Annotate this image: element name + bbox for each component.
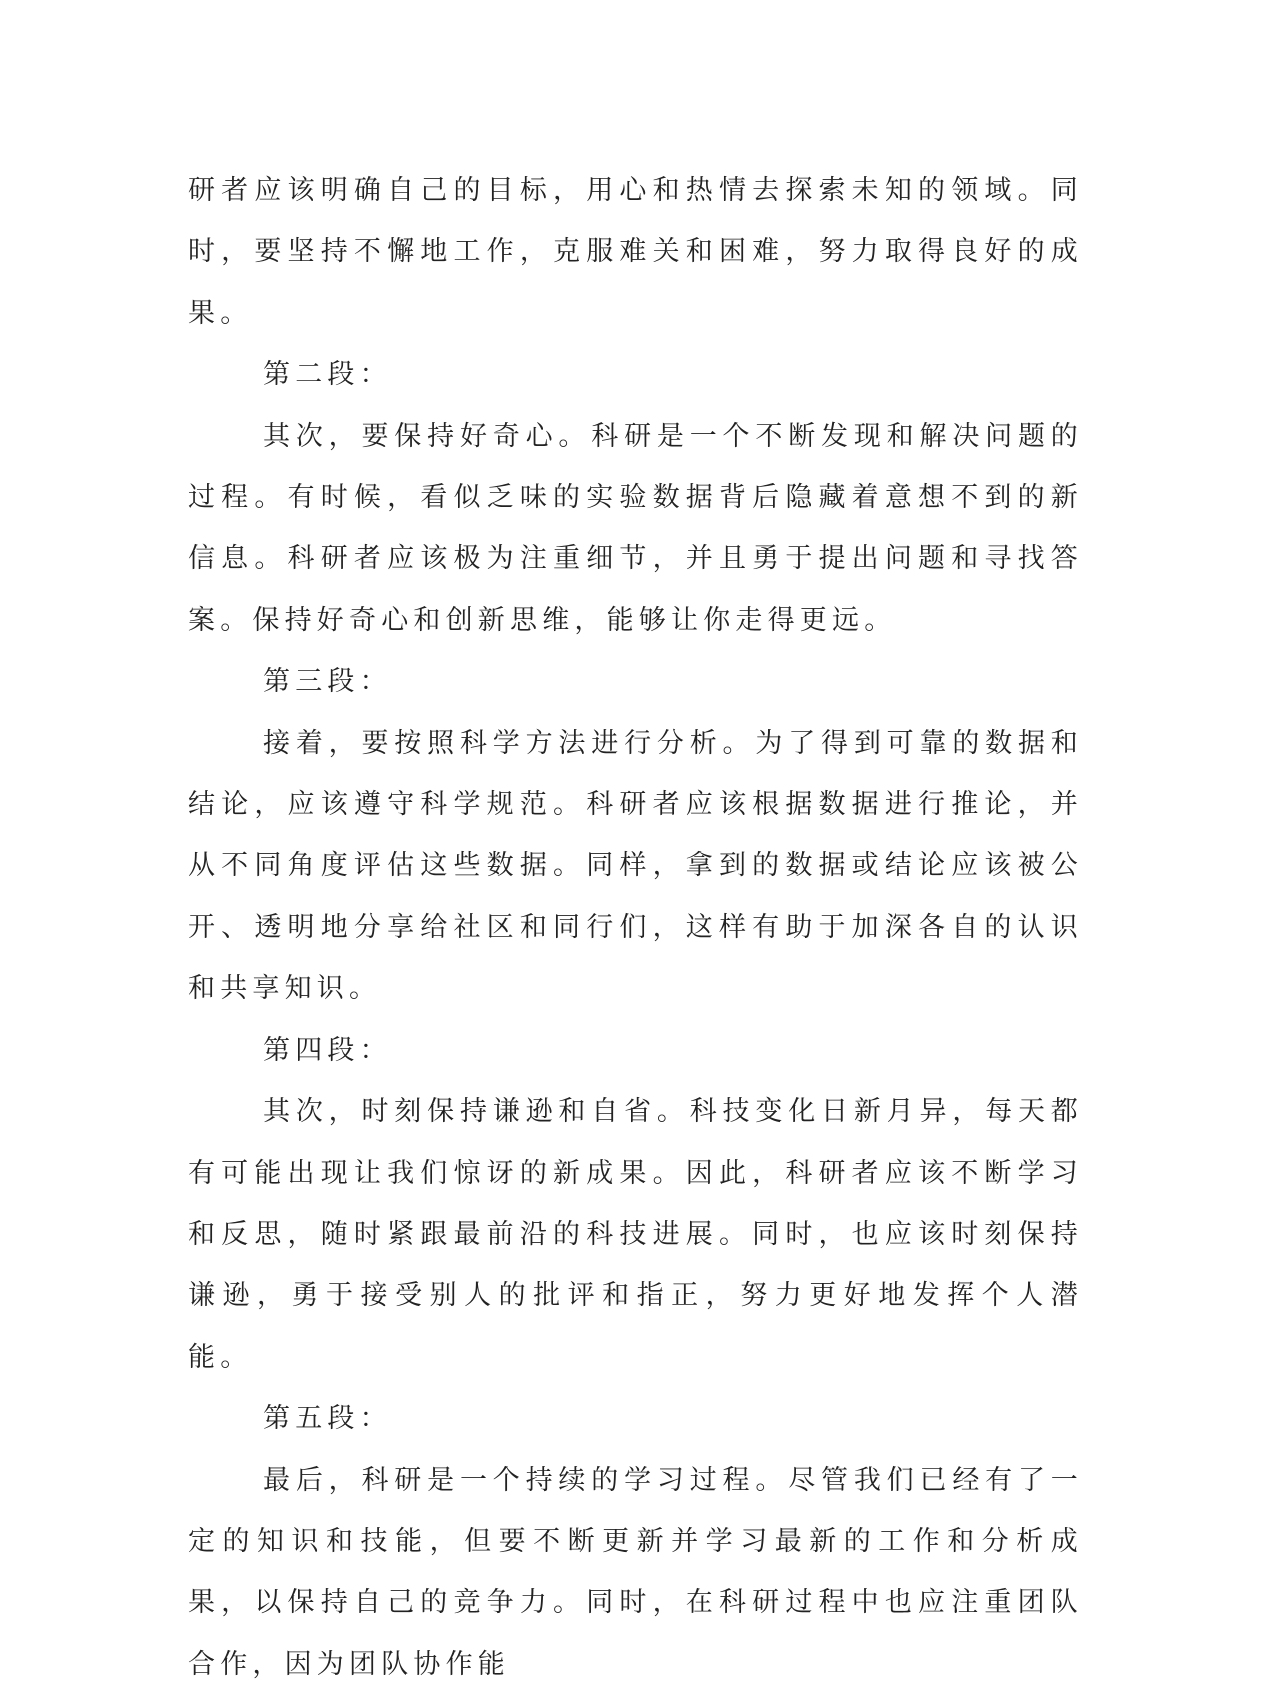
paragraph-continuation: 研者应该明确自己的目标，用心和热情去探索未知的领域。同时，要坚持不懈地工作，克服难关和困难，努力取得良好的成果。 [188, 175, 1083, 329]
paragraph-scientific-method: 接着，要按照科学方法进行分析。为了得到可靠的数据和结论，应该遵守科学规范。科研者应该根据数据进行推论，并从不同角度评估这些数据。同样，拿到的数据或结论应该被公开、透明地分享给社区和同行们，这样有助于加深各自的认识和共享知识。 [188, 727, 1083, 1005]
section-heading-3: 第三段： [263, 666, 392, 698]
paragraph-continuous-learning: 最后，科研是一个持续的学习过程。尽管我们已经有了一定的知识和技能，但要不断更新并学习最新的工作和分析成果，以保持自己的竞争力。同时，在科研过程中也应注重团队合作，因为团队协作能 [188, 1464, 1083, 1680]
paragraph-curiosity: 其次，要保持好奇心。科研是一个不断发现和解决问题的过程。有时候，看似乏味的实验数据背后隐藏着意想不到的新信息。科研者应该极为注重细节，并且勇于提出问题和寻找答案。保持好奇心和创新思维，能够让你走得更远。 [188, 420, 1083, 636]
section-heading-5: 第五段： [263, 1403, 392, 1435]
section-heading-4: 第四段： [263, 1034, 392, 1066]
section-heading-2: 第二段： [263, 359, 392, 391]
document-body [188, 160, 1083, 1695]
paragraph-humility: 其次，时刻保持谦逊和自省。科技变化日新月异，每天都有可能出现让我们惊讶的新成果。因此，科研者应该不断学习和反思，随时紧跟最前沿的科技进展。同时，也应该时刻保持谦逊，勇于接受别人的批评和指正，努力更好地发挥个人潜能。 [188, 1096, 1083, 1373]
